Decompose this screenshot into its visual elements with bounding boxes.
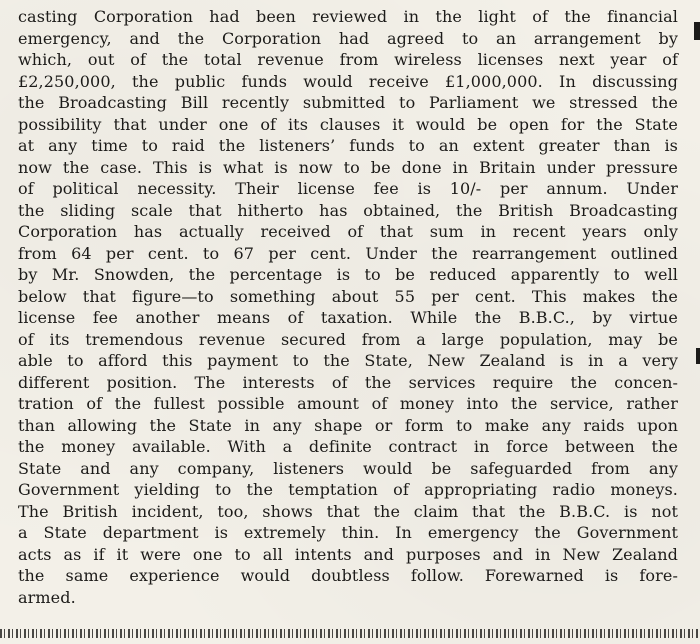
article-line: which, out of the total revenue from wireless licenses next year of	[18, 50, 678, 69]
article-line: acts as if it were one to all intents and purposes and in New Zealand	[18, 544, 678, 564]
article-line: different position. The interests of the services require the concen-	[18, 372, 678, 392]
article-line: Corporation has actually received of that sum in recent years only	[18, 222, 678, 241]
article-line: the sliding scale that hitherto has obtained, the British Broadcasting	[18, 200, 678, 220]
article-line: the same experience would doubtless follow. Forewarned is fore-	[18, 566, 678, 585]
article-line: The British incident, too, shows that the claim that the B.B.C. is not	[18, 501, 678, 521]
article-line: emergency, and the Corporation had agreed to an arrangement by	[18, 28, 678, 48]
article-line: armed.	[18, 587, 76, 607]
decorative-bottom-rule	[0, 629, 700, 638]
article-line: by Mr. Snowden, the percentage is to be reduced apparently to well	[18, 265, 678, 284]
article-line: at any time to raid the listeners’ funds to an extent greater than is	[18, 136, 678, 155]
page-edge-mark	[694, 22, 700, 40]
article-line: State and any company, listeners would be safeguarded from any	[18, 458, 678, 478]
article-line: now the case. This is what is now to be done in Britain under pressure	[18, 157, 678, 177]
page-edge-mark	[696, 348, 700, 364]
article-line: tration of the fullest possible amount of money into the service, rather	[18, 394, 678, 413]
article-line: than allowing the State in any shape or form to make any raids upon	[18, 415, 678, 435]
article-line: license fee another means of taxation. While the B.B.C., by virtue	[18, 308, 678, 327]
article-line: able to afford this payment to the State, New Zealand is in a very	[18, 351, 678, 370]
article-line: possibility that under one of its clauses it would be open for the State	[18, 114, 678, 134]
article-line: of political necessity. Their license fee is 10/- per annum. Under	[18, 179, 678, 198]
article-line: of its tremendous revenue secured from a large population, may be	[18, 329, 678, 349]
article-line: casting Corporation had been reviewed in the light of the financial	[18, 7, 678, 26]
article-line: a State department is extremely thin. In emergency the Government	[18, 523, 678, 542]
article-column	[18, 6, 678, 608]
article-line: Government yielding to the temptation of appropriating radio moneys.	[18, 480, 678, 499]
article-line: from 64 per cent. to 67 per cent. Under the rearrangement outlined	[18, 243, 678, 263]
article-line: £2,250,000, the public funds would receive £1,000,000. In discussing	[18, 71, 678, 91]
article-line: the Broadcasting Bill recently submitted to Parliament we stressed the	[18, 93, 678, 112]
article-line: the money available. With a definite contract in force between the	[18, 437, 678, 456]
article-line: below that figure—to something about 55 per cent. This makes the	[18, 286, 678, 306]
